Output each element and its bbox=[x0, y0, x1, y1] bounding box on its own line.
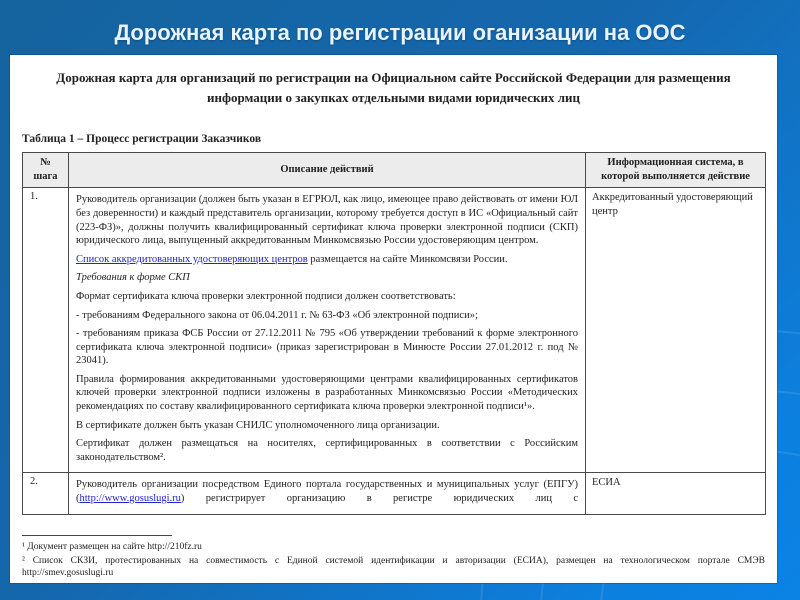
paragraph-accredited-centers bbox=[76, 253, 578, 267]
paragraph-format: Формат сертификата ключа проверки электронной подписи должен соответствовать: bbox=[76, 290, 456, 302]
footnote-separator bbox=[22, 535, 172, 536]
description-cell bbox=[69, 473, 586, 514]
paragraph-link-rest: размещается на сайте Минкомсвязи России. bbox=[307, 253, 508, 265]
table-caption: Таблица 1 – Процесс регистрации Заказчиков bbox=[22, 133, 262, 145]
col-header-system: Информационная система, в которой выполняется действие bbox=[586, 153, 766, 188]
system-cell: Аккредитованный удостоверяющий центр bbox=[586, 188, 766, 473]
footnotes-section bbox=[22, 535, 765, 580]
table-row bbox=[23, 473, 766, 514]
col-header-description: Описание действий bbox=[69, 153, 586, 188]
paragraph-rules: Правила формирования аккредитованными удостоверяющими центрами квалифицированных сертификатов ключей проверки электронной подписи изложены в разработанных Минкомсвязью России «Методических рекомендациях по составу квалифицированного сертификата ключа проверки электронной подписи¹». bbox=[76, 373, 578, 413]
description-cell bbox=[69, 188, 586, 473]
footnote-1: ¹ Документ размещен на сайте http://210fz.ru bbox=[22, 541, 202, 552]
accredited-centers-link[interactable]: Список аккредитованных удостоверяющих центров bbox=[76, 253, 308, 265]
gosuslugi-link[interactable]: http://www.gosuslugi.ru bbox=[79, 493, 181, 505]
paragraph-requirement-1: - требованиям Федерального закона от 06.04.2011 г. № 63-ФЗ «Об электронной подписи»; bbox=[76, 309, 478, 321]
system-cell: ЕСИА bbox=[586, 473, 766, 514]
document-heading: Дорожная карта для организаций по регистрации на Официальном сайте Российской Федерации для размещения информации о закупках отдельными видами юридических лиц bbox=[56, 70, 731, 105]
step-number: 1. bbox=[23, 188, 69, 473]
table-header-row bbox=[23, 153, 766, 188]
paragraph-epgu bbox=[76, 478, 578, 505]
registration-table bbox=[22, 152, 766, 515]
paragraph-requirements-title: Требования к форме СКП bbox=[76, 272, 190, 284]
slide-title: Дорожная карта по регистрации оганизации на ООС bbox=[114, 20, 686, 45]
step-number: 2. bbox=[23, 473, 69, 514]
table-row bbox=[23, 188, 766, 473]
col-header-step: № шага bbox=[23, 153, 69, 188]
paragraph-main: Руководитель организации (должен быть указан в ЕГРЮЛ, как лицо, имеющее право действовать от имени ЮЛ без доверенности) и каждый представитель организации, которому требуется доступ в ИС «Официальный сайт (223-ФЗ)», должны получить квалифицированный сертификат ключа проверки электронной подписи (СКП) юридического лица, выпущенный аккредитованным Минкомсвязью России удостоверяющим центром. bbox=[76, 194, 578, 247]
footnote-2: ² Список СКЗИ, протестированных на совместимость с Единой системой идентификации и авторизации (ЕСИА), размещен на технологическом портале СМЭВ http://smev.gosuslugi.ru bbox=[22, 555, 765, 579]
paragraph-carrier: Сертификат должен размещаться на носителях, сертифицированных в соответствии с Российским законодательством². bbox=[76, 438, 578, 463]
paragraph-before-link: Руководитель организации посредством Единого портала государственных и муниципальных услуг (ЕПГУ) ( bbox=[76, 479, 578, 505]
paragraph-after-link: ) регистрирует организацию в регистре юридических лиц с bbox=[180, 493, 578, 505]
document-page bbox=[10, 55, 777, 583]
paragraph-snils: В сертификате должен быть указан СНИЛС уполномоченного лица организации. bbox=[76, 419, 440, 431]
paragraph-requirement-2: - требованиям приказа ФСБ России от 27.12.2011 № 795 «Об утверждении требований к форме электронного сертификата ключа электронной подписи» (приказ зарегистрирован в Минюсте России 27.01.2012 г. под № 23041). bbox=[76, 328, 578, 367]
